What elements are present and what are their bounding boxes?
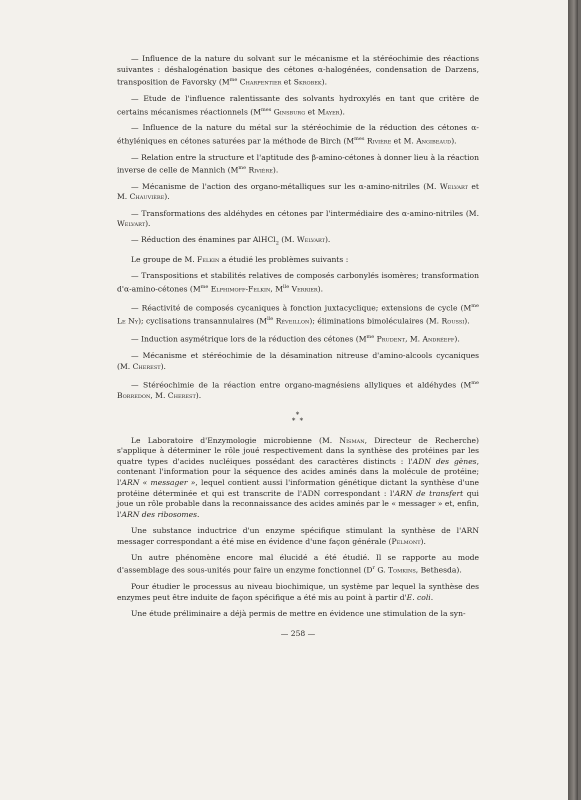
text-run: 2: [275, 240, 279, 247]
text-run: Angibeaud: [416, 136, 452, 146]
text-run: — Stéréochimie de la réaction entre organo-magnésiens allyliques et aldéhydes (M: [131, 380, 472, 390]
text-run: Chauvière: [129, 192, 165, 202]
text-run: , lequel contient aussi l'information génétique dictant la synthèse d'une protéine déterminée et qui est transcrite de l'ADN correspondant : l': [117, 478, 479, 498]
topic-paragraph: [117, 235, 479, 249]
text-run: mes: [354, 135, 365, 142]
text-run: ).: [317, 284, 324, 294]
text-run: — Influence de la nature du métal sur la stéréochimie de la réduction des cétones α-éthyléniques en cétones saturées par la méthode de Birch (M: [117, 123, 479, 146]
text-run: qui joue un rôle probable dans la reconnaissance des acides aminés par le « messager » et, enfin, l': [117, 488, 479, 519]
enzymology-paragraph: [117, 436, 479, 521]
text-run: Cherest: [167, 391, 196, 401]
text-run: me: [471, 302, 479, 309]
text-run: Felkin: [197, 255, 220, 265]
text-run: Une étude préliminaire a déjà permis de mettre en évidence une stimulation de la syn-: [131, 608, 466, 618]
text-run: ).: [272, 165, 279, 175]
text-run: ).: [451, 136, 457, 146]
text-run: Welvart: [439, 181, 468, 191]
asterism-bottom: * *: [291, 416, 305, 425]
text-run: Roussi: [441, 316, 465, 326]
asterism-top: *: [295, 410, 301, 419]
text-run: , Directeur de Recherche) s'applique à déterminer le rôle joué respectivement dans la synthèse des protéines par les quatre types d'acides nucléiques possédant des caractères distincts : l': [117, 435, 479, 466]
topic-paragraph: [117, 351, 479, 372]
text-run: — Mécanisme et stéréochimie de la désamination nitreuse d'amino-alcools cycaniques (M.: [117, 351, 479, 371]
text-run: Mayer: [317, 107, 340, 117]
text-run: me: [366, 334, 375, 341]
section-asterism: [117, 412, 479, 424]
text-run: E. coli: [406, 592, 431, 602]
text-run: Le Laboratoire d'Enzymologie microbienne (M.: [131, 435, 340, 445]
text-run: me: [238, 165, 247, 172]
text-run: ).: [420, 536, 426, 546]
topic-paragraph: [117, 94, 479, 118]
enzymology-paragraph: [117, 526, 479, 547]
text-run: Le groupe de M.: [131, 255, 198, 265]
enzymology-paragraph: [117, 609, 479, 620]
text-run: r: [372, 565, 375, 572]
text-run: Pelmont: [391, 536, 421, 546]
text-run: Welvart: [296, 235, 325, 245]
text-run: et: [281, 77, 294, 87]
text-run: lle: [267, 315, 274, 322]
topic-paragraph: [117, 301, 479, 327]
text-run: et M.: [391, 136, 417, 146]
text-run: Le Ny: [117, 316, 139, 326]
text-run: ).: [160, 361, 166, 371]
text-run: me: [200, 283, 209, 290]
text-run: Elphimoff-Felkin: [210, 284, 271, 294]
text-run: ).: [454, 334, 460, 344]
text-run: ).: [321, 77, 328, 87]
text-run: — Induction asymétrique lors de la réduction des cétones (M: [131, 334, 367, 344]
topic-paragraph: [117, 271, 479, 295]
text-run: Prudent: [376, 334, 406, 344]
page-text-column: [117, 54, 479, 640]
text-run: Borredon: [117, 391, 151, 401]
text-run: Skrobek: [293, 77, 322, 87]
page-number: — 258 —: [280, 629, 316, 639]
text-run: Ginsburg: [273, 107, 306, 117]
text-run: Tomkins: [387, 565, 416, 575]
text-run: ); cyclisations transannulaires (M: [138, 316, 268, 326]
text-run: ARN de transfert: [394, 488, 464, 498]
text-run: — Transpositions et stabilités relatives de composés carbonylés isomères; transformation d'α-amino-cétones (M: [117, 271, 479, 294]
topic-paragraph: [117, 332, 479, 345]
text-run: Rivière: [366, 136, 392, 146]
text-run: ).: [164, 192, 170, 202]
text-run: lle: [283, 283, 290, 290]
text-run: Welvart: [117, 219, 146, 229]
enzymology-paragraph: [117, 553, 479, 577]
topic-paragraph: [117, 378, 479, 402]
text-run: mes: [261, 106, 272, 113]
text-run: Rivière: [248, 165, 273, 175]
text-run: — Relation entre la structure et l'aptitude des β-amino-cétones à donner lieu à la réaction inverse de celle de Mannich (M: [117, 152, 479, 175]
text-run: — Mécanisme de l'action des organo-métalliques sur les α-amino-nitriles (M.: [131, 181, 440, 191]
text-run: et: [305, 107, 318, 117]
text-run: , M.: [150, 391, 168, 401]
text-run: — Influence de la nature du solvant sur le mécanisme et la stéréochimie des réactions suivantes : déshalogénation basique des cétones α-halogénées, condensation de Darzens, transposition de Favorsky (M: [117, 54, 479, 87]
text-run: , M.: [405, 334, 423, 344]
research-topics-list: [117, 54, 479, 402]
text-run: ).: [464, 316, 470, 326]
text-run: .: [430, 592, 434, 602]
text-run: ADN des gènes: [412, 456, 477, 466]
enzymology-paragraph: [117, 582, 479, 603]
topic-paragraph: [117, 153, 479, 177]
text-run: .: [197, 509, 200, 519]
text-run: Nisman: [339, 435, 365, 445]
text-run: , M: [270, 284, 283, 294]
text-run: Un autre phénomène encore mal élucidé a été étudié. Il se rapporte au mode d'assemblage des sous-unités pour faire un enzyme fonctionnel (D: [117, 552, 479, 575]
text-run: , Bethesda).: [415, 565, 462, 575]
text-run: Pour étudier le processus au niveau biochimique, un système par lequel la synthèse des enzymes peut être induite de façon spécifique a été mis au point à partir d': [117, 582, 479, 602]
text-run: — Réactivité de composés cycaniques à fonction juxtacyclique; extensions de cycle (M: [131, 303, 472, 313]
text-run: ); éliminations bimoléculaires (M.: [309, 316, 442, 326]
topic-paragraph: [117, 255, 479, 266]
topic-paragraph: [117, 123, 479, 147]
topic-paragraph: [117, 182, 479, 203]
enzymology-section: [117, 436, 479, 620]
text-run: Charpentier: [239, 77, 282, 87]
text-run: Verrier: [291, 284, 318, 294]
text-run: (M.: [278, 235, 297, 245]
text-run: — Transformations des aldéhydes en cétones par l'intermédiaire des α-amino-nitriles (M.: [131, 208, 479, 218]
topic-paragraph: [117, 209, 479, 230]
text-run: ).: [145, 219, 151, 229]
text-run: ).: [324, 235, 331, 245]
text-run: Andréeff: [422, 334, 455, 344]
text-run: — Etude de l'influence ralentissante des solvants hydroxylés en tant que critère de certains mécanismes réactionnels (M: [117, 93, 479, 117]
topic-paragraph: [117, 54, 479, 88]
text-run: ).: [339, 107, 345, 117]
text-run: a étudié les problèmes suivants :: [219, 255, 349, 265]
text-run: — Réduction des énamines par AlHCl: [131, 235, 276, 245]
text-run: Cherest: [132, 361, 161, 371]
text-run: ).: [195, 391, 202, 401]
text-run: ARN « messager »: [121, 478, 196, 488]
text-run: me: [229, 77, 238, 84]
text-run: G.: [374, 565, 388, 575]
text-run: ARN des ribosomes: [121, 509, 198, 519]
text-run: Une substance inductrice d'un enzyme spécifique stimulant la synthèse de l'ARN messager correspondant a été mise en évidence d'une façon générale (: [117, 526, 479, 546]
text-run: et M.: [117, 181, 479, 202]
text-run: , contenant l'information pour la séquence des acides aminés dans la molécule de protéine; l': [117, 456, 480, 488]
text-run: Réveillon: [275, 316, 310, 326]
text-run: me: [471, 379, 479, 386]
